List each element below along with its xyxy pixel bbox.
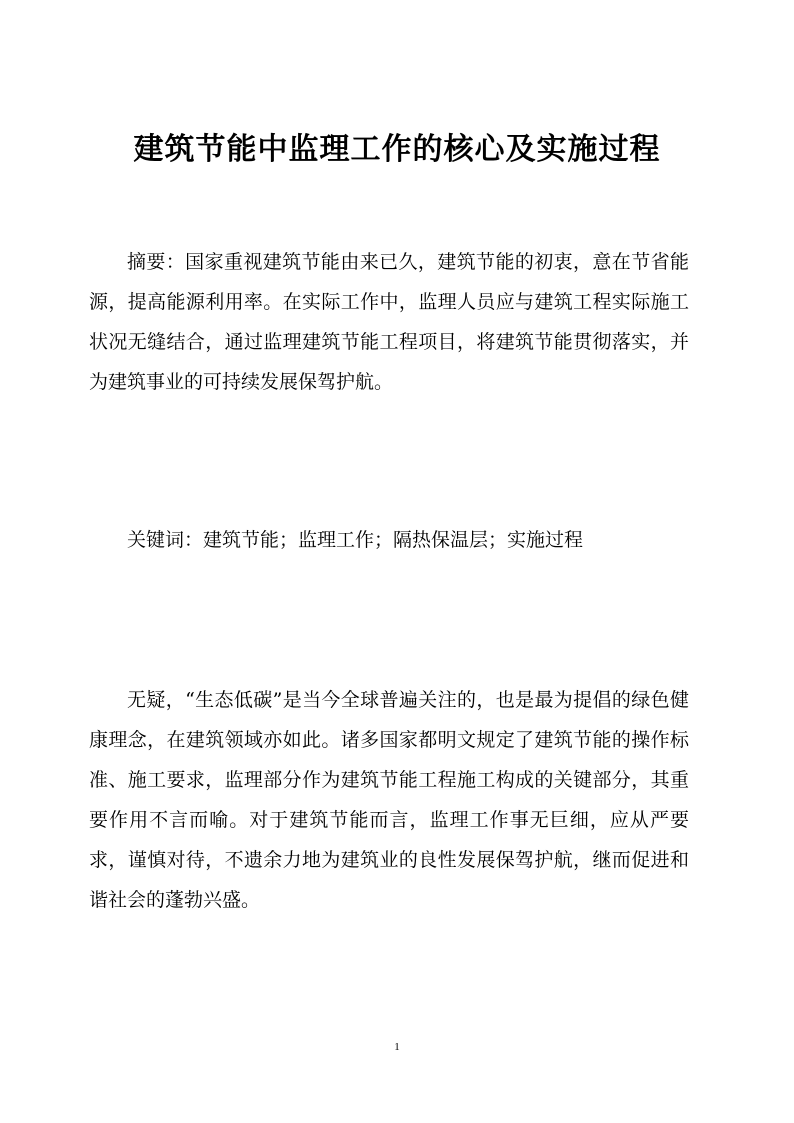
abstract-paragraph: 摘要：国家重视建筑节能由来已久，建筑节能的初衷，意在节省能源，提高能源利用率。在实际工作中，监理人员应与建筑工程实际施工状况无缝结合，通过监理建筑节能工程项目，将建筑节能贯彻落实，并为建筑事业的可持续发展保驾护航。 [89,251,689,393]
intro-paragraph: 无疑，“生态低碳”是当今全球普遍关注的，也是最为提倡的绿色健康理念，在建筑领域亦如此。诸多国家都明文规定了建筑节能的操作标准、施工要求，监理部分作为建筑节能工程施工构成的关键部分，其重要作用不言而喻。对于建筑节能而言，监理工作事无巨细，应从严要求，谨慎对待，不遗余力地为建筑业的良性发展保驾护航，继而促进和谐社会的蓬勃兴盛。 [89,689,689,911]
keywords-paragraph: 关键词：建筑节能；监理工作；隔热保温层；实施过程 [127,529,584,551]
page-number: 1 [394,1041,400,1053]
document-title: 建筑节能中监理工作的核心及实施过程 [133,132,661,167]
